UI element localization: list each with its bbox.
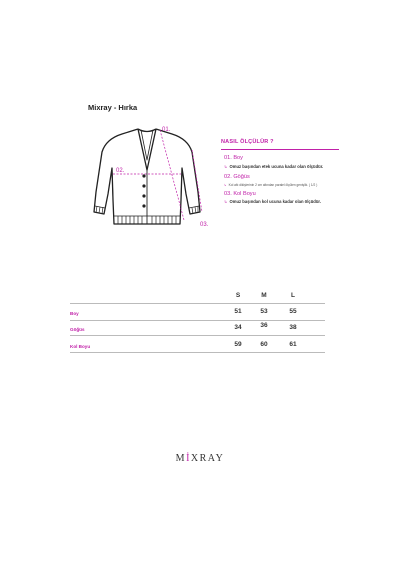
table-divider	[70, 303, 325, 304]
cell-kol-l: 61	[289, 341, 297, 348]
measure-head-gogus: 02. Göğüs	[224, 174, 250, 180]
cell-gogus-s: 34	[234, 324, 242, 331]
cell-gogus-m: 36	[260, 322, 268, 329]
cell-boy-l: 55	[289, 308, 297, 315]
cell-boy-m: 53	[260, 308, 268, 315]
size-header-s: S	[235, 292, 241, 299]
measure-head-kol: 03. Kol Boyu	[224, 191, 256, 197]
arrow-icon: ↳	[224, 164, 228, 169]
buttons	[142, 174, 145, 207]
product-title: Mixray - Hırka	[88, 103, 138, 112]
label-boy: 01.	[162, 127, 171, 133]
arrow-icon: ↳	[224, 183, 227, 187]
table-divider	[70, 352, 325, 353]
cardigan-v-neck	[138, 129, 156, 170]
guide-divider	[221, 149, 339, 150]
size-header-l: L	[291, 292, 295, 299]
guide-title: NASIL ÖLÇÜLÜR ?	[221, 139, 274, 145]
cardigan-diagram	[88, 120, 216, 232]
cell-kol-s: 59	[234, 341, 242, 348]
measure-desc-boy: ↳ Omuz başından etek ucuna kadar olan ölçüdür.	[224, 164, 324, 169]
brand-logo: MİXRAY	[175, 453, 225, 464]
cell-kol-m: 60	[260, 341, 268, 348]
table-divider	[70, 335, 325, 336]
table-divider	[70, 320, 325, 321]
measure-desc-gogus: ↳ Kol altı dikişlerinin 2 cm altından paralel ölçülen genişlik. ( 1/2 )	[224, 183, 318, 187]
cell-gogus-l: 38	[289, 324, 297, 331]
label-gogus: 02.	[116, 168, 125, 174]
measure-head-boy: 01. Boy	[224, 155, 243, 161]
row-label-gogus: Göğüs	[70, 327, 85, 332]
cell-boy-s: 51	[234, 308, 242, 315]
arrow-icon: ↳	[224, 199, 228, 204]
size-header-m: M	[261, 292, 267, 299]
row-label-boy: Boy	[70, 311, 79, 316]
measure-desc-kol: ↳ Omuz başından kol ucuna kadar olan ölçüdür.	[224, 199, 321, 204]
row-label-kol: Kol Boyu	[70, 344, 91, 349]
label-kol: 03.	[200, 222, 209, 228]
